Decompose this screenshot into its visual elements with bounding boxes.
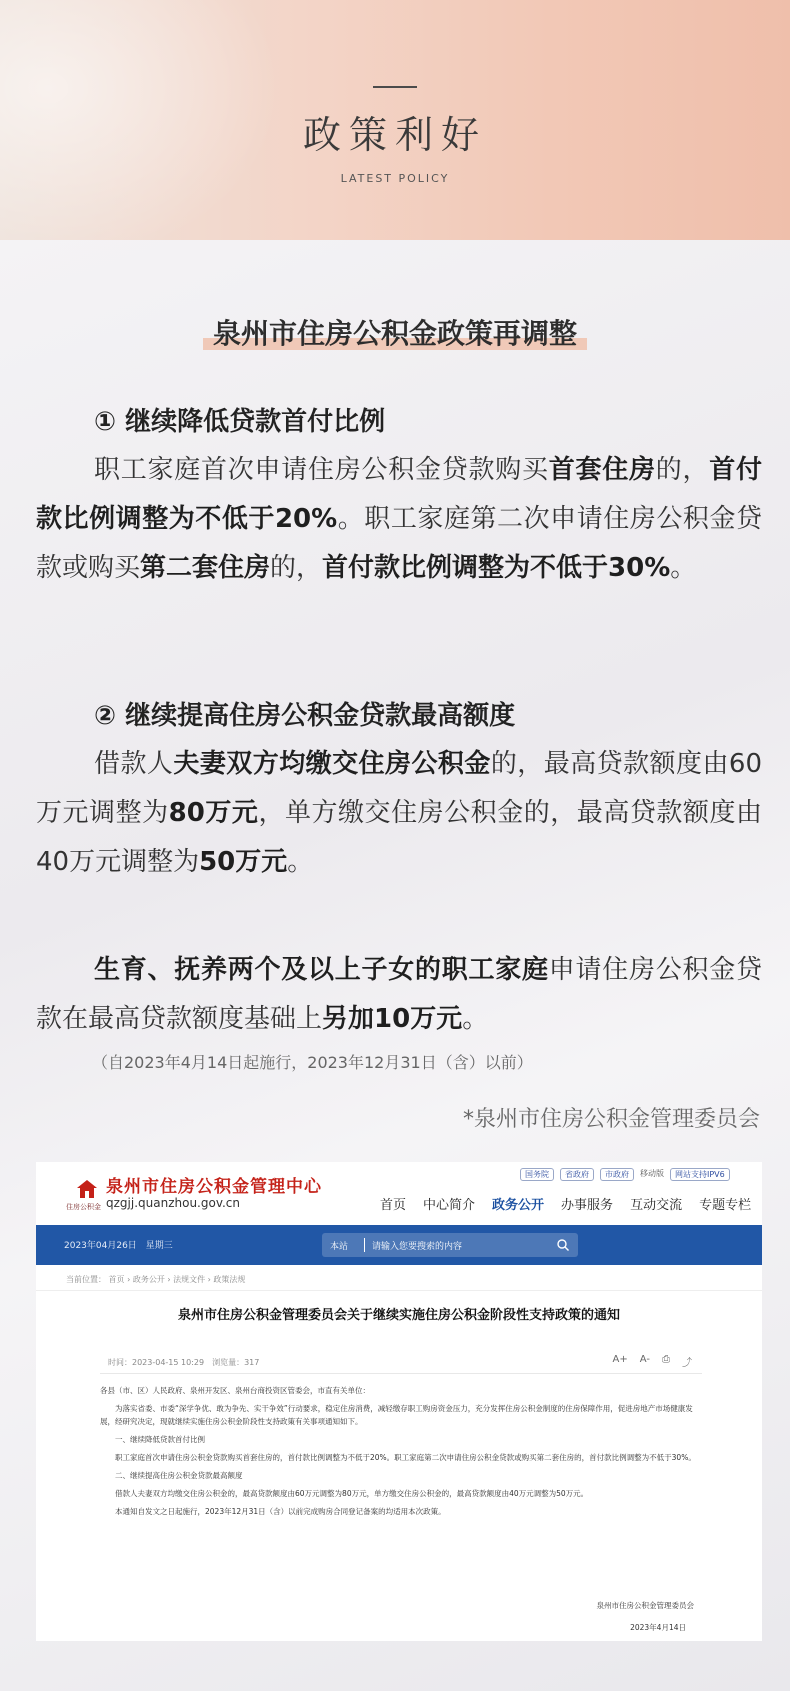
page-subtitle: LATEST POLICY bbox=[340, 172, 450, 185]
search-input[interactable]: 请输入您要搜索的内容 bbox=[372, 1242, 463, 1252]
nav-gov-affairs[interactable]: 政务公开 bbox=[492, 1198, 545, 1213]
body-paragraph: 职工家庭首次申请住房公积金贷款购买首套住房的，首付款比例调整为不低于20%。职工家庭第二次申请住房公积金贷款或购买第二套住房的，首付款比例调整为不低于30%。 bbox=[115, 1453, 696, 1462]
nav-home[interactable]: 首页 bbox=[380, 1198, 407, 1213]
site-search-bar bbox=[36, 1225, 762, 1265]
section-down-payment bbox=[36, 398, 762, 593]
document-tools bbox=[613, 1354, 692, 1369]
section-2-title: ② 继续提高住房公积金贷款最高额度 bbox=[94, 701, 516, 731]
s1-bold-b: 首套住房 bbox=[548, 455, 656, 485]
s2-bold-f: 50万元 bbox=[199, 847, 288, 877]
breadcrumb: 当前位置： 首页 › 政务公开 › 法规文件 › 政策法规 bbox=[66, 1275, 246, 1284]
document-signer: 泉州市住房公积金管理委员会 bbox=[596, 1601, 694, 1610]
document-meta: 时间：2023-04-15 10:29 浏览量：317 bbox=[108, 1358, 260, 1367]
s1-text-e: 。职工家庭第二次申请住房公积金贷款或购买 bbox=[36, 504, 762, 583]
top-link-city[interactable]: 市政府 bbox=[600, 1168, 634, 1181]
section-2-paragraph bbox=[36, 740, 762, 887]
s1-bold-h: 首付款比例调整为不低于30% bbox=[322, 553, 671, 583]
share-icon[interactable]: ⤴ bbox=[682, 1358, 692, 1369]
font-increase-icon[interactable]: A+ bbox=[612, 1354, 628, 1365]
s3-bold-c: 另加10万元 bbox=[322, 1004, 463, 1034]
breadcrumb-divider bbox=[36, 1290, 762, 1291]
document-sign-date: 2023年4月14日 bbox=[630, 1623, 686, 1632]
headline-wrap bbox=[0, 312, 790, 352]
logo-caption: 住房公积金 bbox=[66, 1203, 101, 1211]
site-header bbox=[36, 1162, 762, 1224]
s1-text-i: 。 bbox=[670, 553, 697, 583]
hero-banner bbox=[0, 0, 790, 240]
document-body bbox=[100, 1384, 704, 1523]
s1-text-c: 的， bbox=[655, 455, 710, 485]
headline-text: 泉州市住房公积金政策再调整 bbox=[212, 317, 577, 350]
search-divider bbox=[364, 1238, 365, 1252]
section-loan-limit bbox=[36, 692, 762, 887]
s2-text-e: ，单方缴交住房公积金的，最高贷款额度由40万元调整为 bbox=[36, 798, 762, 877]
website-screenshot bbox=[36, 1162, 762, 1641]
body-paragraph: 二、继续提高住房公积金贷款最高额度 bbox=[115, 1471, 243, 1480]
s3-text-b: 申请住房公积金贷款在最高贷款额度基础上 bbox=[36, 955, 762, 1034]
body-paragraph: 一、继续降低贷款首付比例 bbox=[115, 1435, 205, 1444]
nav-topics[interactable]: 专题专栏 bbox=[699, 1198, 752, 1213]
top-link-province[interactable]: 省政府 bbox=[560, 1168, 594, 1181]
s2-text-a: 借款人 bbox=[94, 749, 174, 779]
s2-bold-d: 80万元 bbox=[168, 798, 259, 828]
search-box[interactable] bbox=[322, 1233, 578, 1257]
issuer-signature: *泉州市住房公积金管理委员会 bbox=[462, 1107, 760, 1132]
title-dash bbox=[373, 86, 417, 88]
current-date: 2023年04月26日 星期三 bbox=[64, 1241, 173, 1251]
site-name[interactable]: 泉州市住房公积金管理中心 bbox=[106, 1177, 322, 1197]
print-icon[interactable]: ⎙ bbox=[662, 1354, 670, 1365]
s2-text-g: 。 bbox=[287, 847, 314, 877]
top-links bbox=[520, 1168, 730, 1181]
s1-bold-d: 首付款比例调整为不低于20% bbox=[36, 455, 762, 534]
main-nav bbox=[380, 1194, 751, 1213]
content-area bbox=[0, 240, 790, 1691]
nav-services[interactable]: 办事服务 bbox=[561, 1198, 614, 1213]
site-url[interactable]: qzgjj.quanzhou.gov.cn bbox=[106, 1196, 241, 1210]
body-paragraph: 本通知自发文之日起施行，2023年12月31日（含）以前完成购房合同登记备案的均适用本次政策。 bbox=[115, 1507, 446, 1516]
body-paragraph: 为落实省委、市委“深学争优、敢为争先、实干争效”行动要求，稳定住房消费，减轻缴存职工购房资金压力，充分发挥住房公积金制度的住房保障作用，促进房地产市场健康发展，经研究决定，现就继续实施住房公积金阶段性支持政策有关事项通知如下。 bbox=[100, 1404, 693, 1426]
section-1-title: ① 继续降低贷款首付比例 bbox=[94, 407, 386, 437]
headline bbox=[203, 312, 587, 352]
s2-text-c: 的，最高贷款额度由60万元调整为 bbox=[36, 749, 762, 828]
house-logo-icon bbox=[76, 1178, 98, 1200]
s1-text-g: 的， bbox=[270, 553, 323, 583]
effective-date-note: （自2023年4月14日起施行，2023年12月31日（含）以前） bbox=[92, 1053, 533, 1072]
nav-interaction[interactable]: 互动交流 bbox=[630, 1198, 683, 1213]
top-link-state-council[interactable]: 国务院 bbox=[520, 1168, 554, 1181]
body-paragraph: 各县（市、区）人民政府、泉州开发区、泉州台商投资区管委会，市直有关单位： bbox=[100, 1386, 370, 1395]
top-link-ipv6[interactable]: 网站支持IPV6 bbox=[670, 1168, 730, 1181]
font-decrease-icon[interactable]: A- bbox=[639, 1354, 650, 1365]
body-paragraph: 借款人夫妻双方均缴交住房公积金的，最高贷款额度由60万元调整为80万元，单方缴交住房公积金的，最高贷款额度由40万元调整为50万元。 bbox=[115, 1489, 589, 1498]
section-3-paragraph bbox=[36, 946, 762, 1044]
nav-about[interactable]: 中心简介 bbox=[423, 1198, 476, 1213]
meta-divider bbox=[100, 1373, 702, 1374]
section-children-bonus bbox=[36, 946, 762, 1044]
page-title: 政策利好 bbox=[302, 113, 487, 157]
s3-bold-a: 生育、抚养两个及以上子女的职工家庭 bbox=[94, 955, 549, 985]
s1-text-a: 职工家庭首次申请住房公积金贷款购买 bbox=[94, 455, 549, 485]
section-1-paragraph bbox=[36, 446, 762, 593]
search-icon[interactable] bbox=[556, 1238, 570, 1252]
s1-bold-f: 第二套住房 bbox=[140, 553, 271, 583]
document-title: 泉州市住房公积金管理委员会关于继续实施住房公积金阶段性支持政策的通知 bbox=[177, 1308, 620, 1323]
top-link-mobile[interactable]: 移动版 bbox=[640, 1169, 664, 1178]
s2-bold-b: 夫妻双方均缴交住房公积金 bbox=[173, 749, 491, 779]
s3-text-d: 。 bbox=[462, 1004, 489, 1034]
search-scope[interactable]: 本站 bbox=[330, 1242, 349, 1252]
